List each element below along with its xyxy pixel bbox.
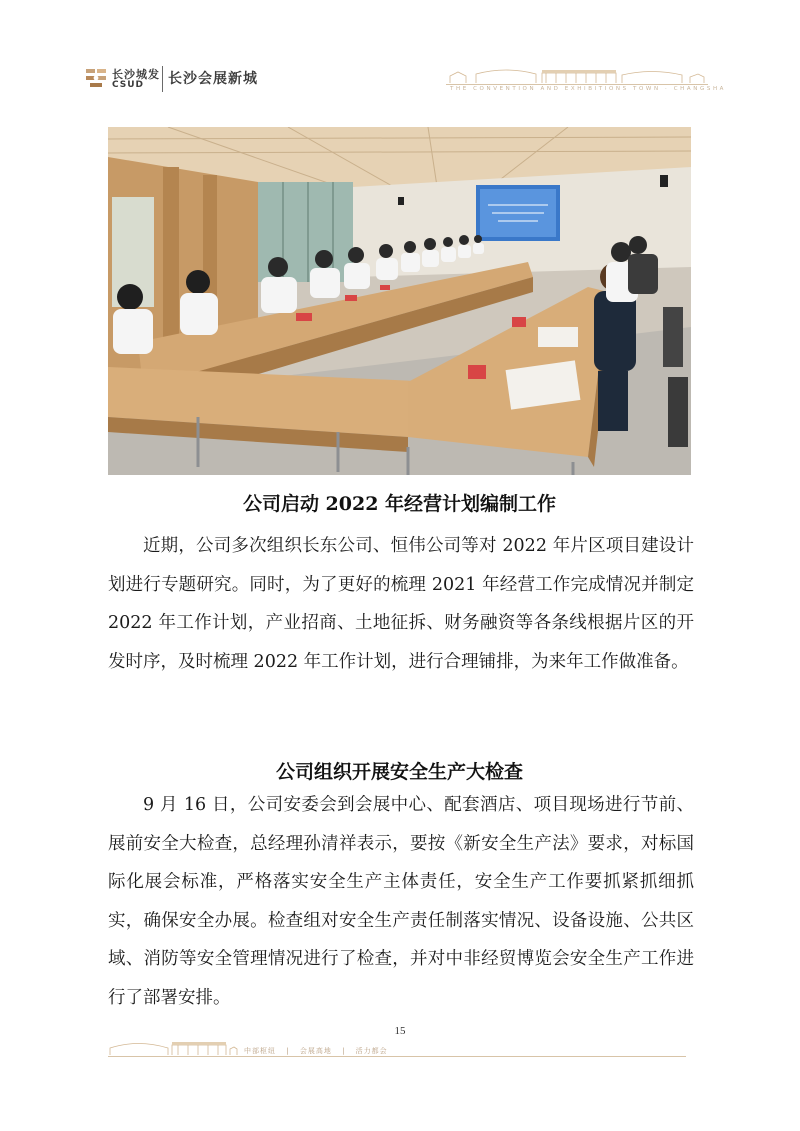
logo-divider [162, 66, 163, 92]
footer-slogan: 活力都会 [355, 1047, 388, 1055]
footer-separator: | [286, 1047, 290, 1055]
header-tagline: THE CONVENTION AND EXHIBITIONS TOWN · CHANGSHA [450, 86, 727, 92]
logo-chinese-text: 长沙城发 [112, 68, 160, 81]
logo-english-text: CSUD [112, 80, 145, 90]
footer-separator: | [342, 1047, 346, 1055]
page-number: 15 [394, 1025, 406, 1037]
brand-name: 长沙会展新城 [168, 71, 258, 87]
convention-center-skyline-icon [446, 64, 708, 84]
header-rule [446, 84, 708, 85]
article-body-plan-kickoff: 近期，公司多次组织长东公司、恒伟公司等对 2022 年片区项目建设计划进行专题研究。同时，为了更好的梳理 2021 年经营工作完成情况并制定 2022 年工作计划，产业招商、土地征拆、财务融资等各条线根据片区的开发时序，及时梳理 2022 年工作计划，进行合理铺排，为来年工作做准备。 [108, 536, 694, 672]
footer-slogan: 会展高地 [299, 1047, 332, 1055]
footer-slogan: 中部枢纽 [244, 1047, 276, 1055]
article-title-safety-inspection: 公司组织开展安全生产大检查 [275, 761, 523, 783]
meeting-room-photo-icon [108, 127, 691, 475]
article-body-safety-inspection: 9 月 16 日，公司安委会到会展中心、配套酒店、项目现场进行节前、展前安全大检查，总经理孙清祥表示，要按《新安全生产法》要求，对标国际化展会标准，严格落实安全生产主体责任，安全生产工作要抓紧抓细抓实，确保安全办展。检查组对安全生产责任制落实情况、设备设施、公共区域、消防等安全管理情况进行了检查，并对中非经贸博览会安全生产工作进行了部署安排。 [108, 795, 694, 1008]
article-title-plan-kickoff: 公司启动 2022 年经营计划编制工作 [242, 493, 557, 515]
footer-rule [108, 1056, 686, 1057]
csud-logo-icon [84, 66, 108, 90]
page-header [0, 0, 800, 110]
footer-slogans [244, 1046, 388, 1056]
meeting-photo [108, 127, 691, 475]
footer-skyline-icon [108, 1036, 238, 1056]
